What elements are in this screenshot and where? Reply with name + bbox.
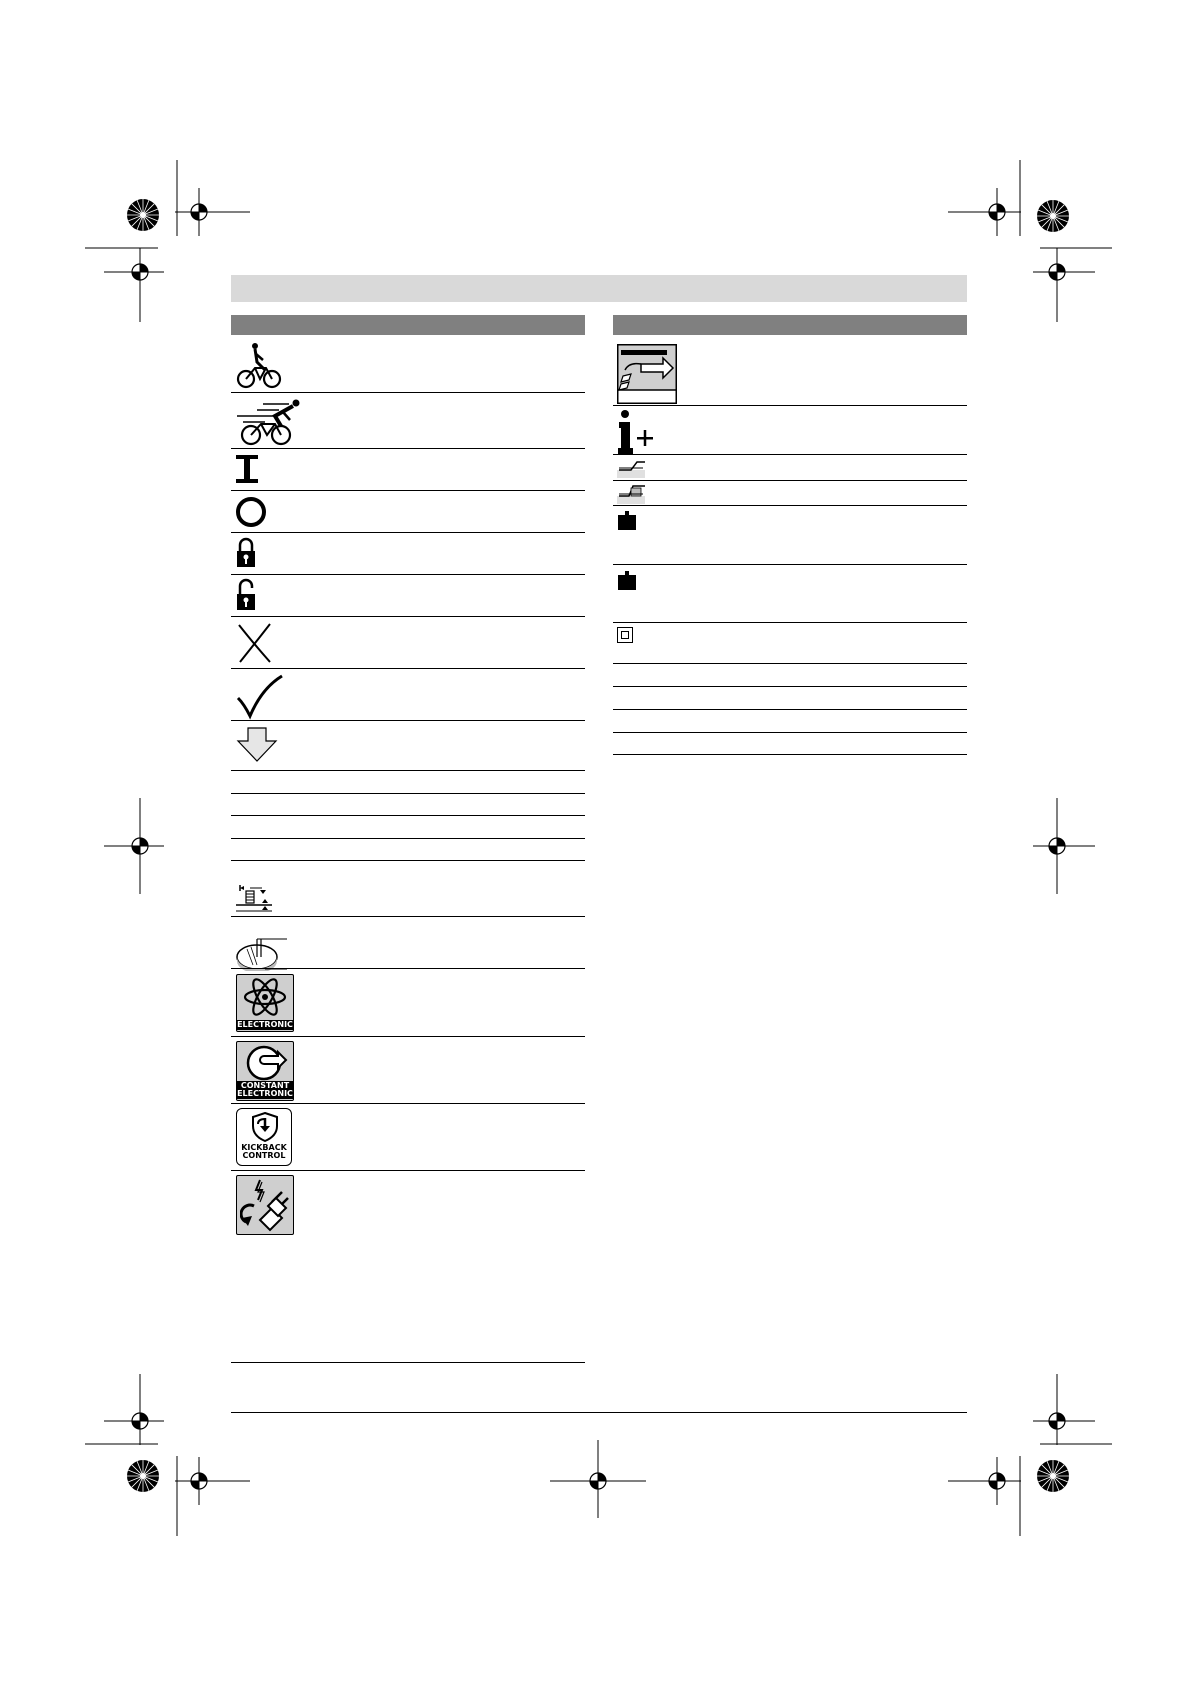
weight-icon [617,511,637,531]
row-divider [231,1103,585,1104]
down-arrow-icon [236,727,278,763]
lock-closed-icon [236,537,256,569]
cross-mark-icon [236,622,274,664]
row-divider [613,480,967,481]
constant-electronic-label: CONSTANT ELECTRONIC [237,1081,293,1098]
row-divider [613,505,967,506]
cutting-depth-icon [236,883,274,913]
row-divider [231,574,585,575]
row-divider [231,770,585,771]
row-divider [231,793,585,794]
row-divider [613,622,967,623]
protection-class-ii-icon [617,627,633,643]
on-switch-icon [236,455,258,483]
row-divider [231,668,585,669]
electronic-icon [236,974,294,1032]
row-divider [231,860,585,861]
check-mark-icon [236,674,284,720]
row-divider [613,754,967,755]
row-divider [613,709,967,710]
row-divider [613,564,967,565]
page-header-bar [231,275,967,302]
row-divider [231,1170,585,1171]
footer-rule [231,1412,967,1413]
row-divider [231,448,585,449]
info-plus-icon [617,410,657,454]
row-divider [231,720,585,721]
guide-rail-thin-icon [617,458,645,478]
kickback-control-label: KICKBACK CONTROL [241,1143,287,1160]
weight-icon [617,571,637,591]
row-divider [613,663,967,664]
row-divider [231,815,585,816]
row-divider [231,616,585,617]
cyclist-fast-icon [235,398,303,446]
row-divider [231,392,585,393]
lock-open-icon [236,578,256,612]
accessory-exchange-icon [617,344,677,404]
off-switch-icon [235,496,267,528]
row-divider [613,686,967,687]
cyclist-slow-icon [236,342,284,390]
right-column-heading [613,315,967,335]
row-divider [231,1036,585,1037]
row-divider [613,454,967,455]
row-divider [231,916,585,917]
kickback-control-icon [236,1108,292,1166]
left-column-heading [231,315,585,335]
constant-electronic-icon [236,1041,294,1101]
saw-blade-diameter-icon [235,935,289,971]
row-divider [613,405,967,406]
guide-rail-thick-icon [617,482,645,504]
row-divider [231,490,585,491]
row-divider [231,838,585,839]
row-divider [231,1362,585,1363]
row-divider [613,732,967,733]
electronic-label: ELECTRONIC [237,1020,293,1029]
row-divider [231,968,585,969]
unplug-before-work-icon [236,1175,294,1235]
row-divider [231,532,585,533]
